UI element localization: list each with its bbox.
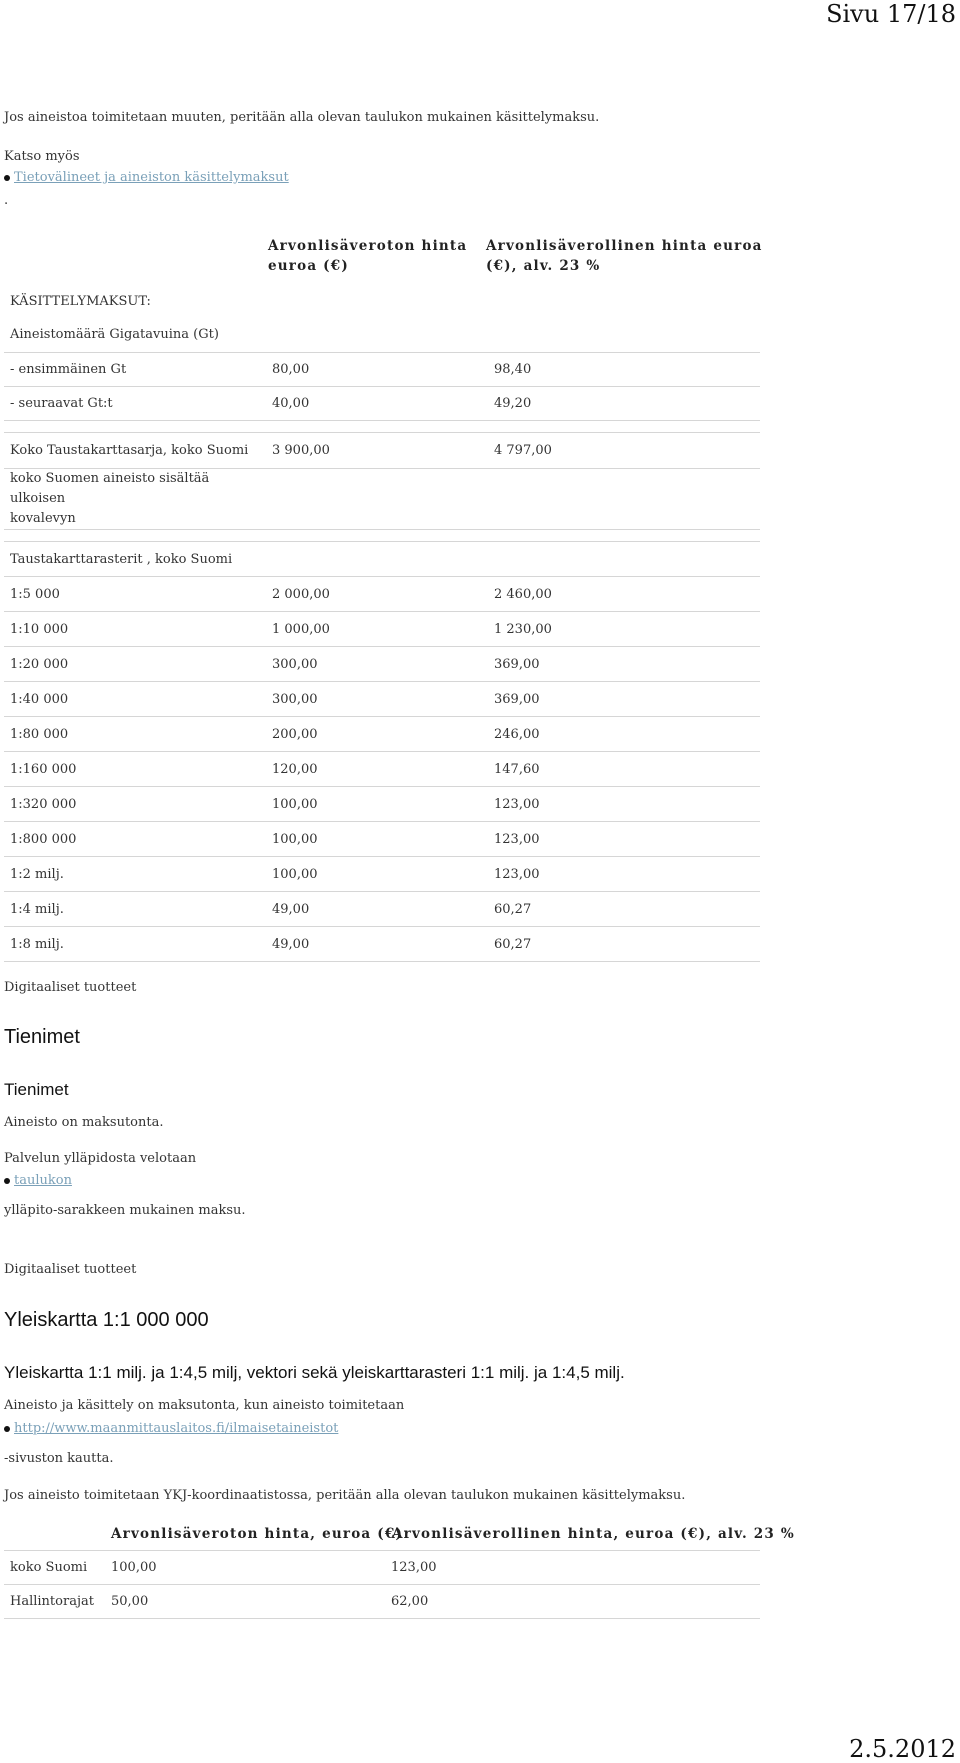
price-table-2 bbox=[4, 1550, 760, 1619]
intro-dot: . bbox=[4, 193, 9, 208]
bullet-icon bbox=[4, 1178, 10, 1184]
intro-text: Jos aineistoa toimitetaan muuten, peritään alla olevan taulukon mukainen käsittelymaksu. bbox=[4, 110, 600, 125]
table-row: 1:800 000 100,00 123,00 bbox=[4, 822, 760, 857]
yleiskartta-subtitle: Yleiskartta 1:1 milj. ja 1:4,5 milj, vektori sekä yleiskarttarasteri 1:1 milj. ja 1:4,5 milj. bbox=[4, 1363, 625, 1382]
row-gross: 49,20 bbox=[488, 387, 760, 421]
table-row bbox=[4, 353, 760, 387]
yleiskartta-title: Yleiskartta 1:1 000 000 bbox=[4, 1309, 209, 1331]
table-spacer-row bbox=[4, 530, 760, 542]
bullet-icon bbox=[4, 175, 10, 181]
table2-col2-header: Arvonlisäveroton hinta, euroa (€) bbox=[111, 1526, 404, 1542]
breadcrumb-yleiskartta: Digitaaliset tuotteet bbox=[4, 1262, 137, 1277]
table-note-row bbox=[4, 469, 760, 530]
row-net: 40,00 bbox=[266, 387, 488, 421]
table-section-row bbox=[4, 542, 760, 577]
row-gross: 4 797,00 bbox=[488, 433, 760, 469]
tienimet-link-item bbox=[4, 1173, 72, 1188]
tienimet-title: Tienimet bbox=[4, 1026, 80, 1048]
bullet-icon bbox=[4, 1426, 10, 1432]
page-number: Sivu 17/18 bbox=[826, 0, 956, 28]
yleiskartta-text3: Jos aineisto toimitetaan YKJ-koordinaatistossa, peritään alla olevan taulukon mukainen käsittelymaksu. bbox=[4, 1488, 686, 1503]
tienimet-maint: Palvelun ylläpidosta velotaan bbox=[4, 1151, 197, 1166]
table2-col3-header: Arvonlisäverollinen hinta, euroa (€), alv. 23 % bbox=[392, 1526, 795, 1542]
table-row: 1:320 000 100,00 123,00 bbox=[4, 787, 760, 822]
table-row: 1:2 milj. 100,00 123,00 bbox=[4, 857, 760, 892]
table-row bbox=[4, 387, 760, 421]
table1-col2-header: Arvonlisäveroton hinta euroa (€) bbox=[268, 238, 468, 274]
tienimet-free: Aineisto on maksutonta. bbox=[4, 1115, 164, 1130]
yleiskartta-text2: -sivuston kautta. bbox=[4, 1451, 114, 1466]
section-raster: Taustakarttarasterit , koko Suomi bbox=[4, 542, 266, 577]
table-row: 1:4 milj. 49,00 60,27 bbox=[4, 892, 760, 927]
row-label: - ensimmäinen Gt bbox=[4, 353, 266, 387]
link-taulukon[interactable]: taulukon bbox=[14, 1173, 72, 1188]
row-label: - seuraavat Gt:t bbox=[4, 387, 266, 421]
price-table-1 bbox=[4, 352, 760, 962]
see-also-label: Katso myös bbox=[4, 149, 80, 164]
section-aineisto: Aineistomäärä Gigatavuina (Gt) bbox=[10, 327, 219, 342]
breadcrumb-tienimet: Digitaaliset tuotteet bbox=[4, 980, 137, 995]
yleiskartta-link-item bbox=[4, 1421, 338, 1436]
see-also-item bbox=[4, 170, 289, 185]
table-row bbox=[4, 433, 760, 469]
row-label: Koko Taustakarttasarja, koko Suomi bbox=[4, 433, 266, 469]
section-kasittely: KÄSITTELYMAKSUT: bbox=[10, 294, 151, 309]
footer-date: 2.5.2012 bbox=[849, 1735, 956, 1763]
table-row: 1:80 000 200,00 246,00 bbox=[4, 717, 760, 752]
row-net: 3 900,00 bbox=[266, 433, 488, 469]
table-row: 1:5 000 2 000,00 2 460,00 bbox=[4, 577, 760, 612]
table-spacer-row bbox=[4, 421, 760, 433]
table-row: 1:160 000 120,00 147,60 bbox=[4, 752, 760, 787]
table-row: 1:8 milj. 49,00 60,27 bbox=[4, 927, 760, 962]
yleiskartta-text1: Aineisto ja käsittely on maksutonta, kun aineisto toimitetaan bbox=[4, 1398, 405, 1413]
link-tietovalineet[interactable]: Tietovälineet ja aineiston käsittelymaksut bbox=[14, 170, 289, 185]
table-row: 1:40 000 300,00 369,00 bbox=[4, 682, 760, 717]
table-row: koko Suomi 100,00 123,00 bbox=[4, 1551, 760, 1585]
tienimet-subtitle: Tienimet bbox=[4, 1080, 69, 1099]
table-row: 1:10 000 1 000,00 1 230,00 bbox=[4, 612, 760, 647]
table-row: 1:20 000 300,00 369,00 bbox=[4, 647, 760, 682]
tienimet-maint2: ylläpito-sarakkeen mukainen maksu. bbox=[4, 1203, 246, 1218]
table1-col3-header: Arvonlisäverollinen hinta euroa (€), alv. 23 % bbox=[486, 238, 763, 274]
link-ilmaisetaineistot[interactable]: http://www.maanmittauslaitos.fi/ilmaisetaineistot bbox=[14, 1421, 339, 1436]
note-cell: koko Suomen aineisto sisältää ulkoisen kovalevyn bbox=[4, 469, 266, 530]
table-row: Hallintorajat 50,00 62,00 bbox=[4, 1585, 760, 1619]
row-net: 80,00 bbox=[266, 353, 488, 387]
row-gross: 98,40 bbox=[488, 353, 760, 387]
